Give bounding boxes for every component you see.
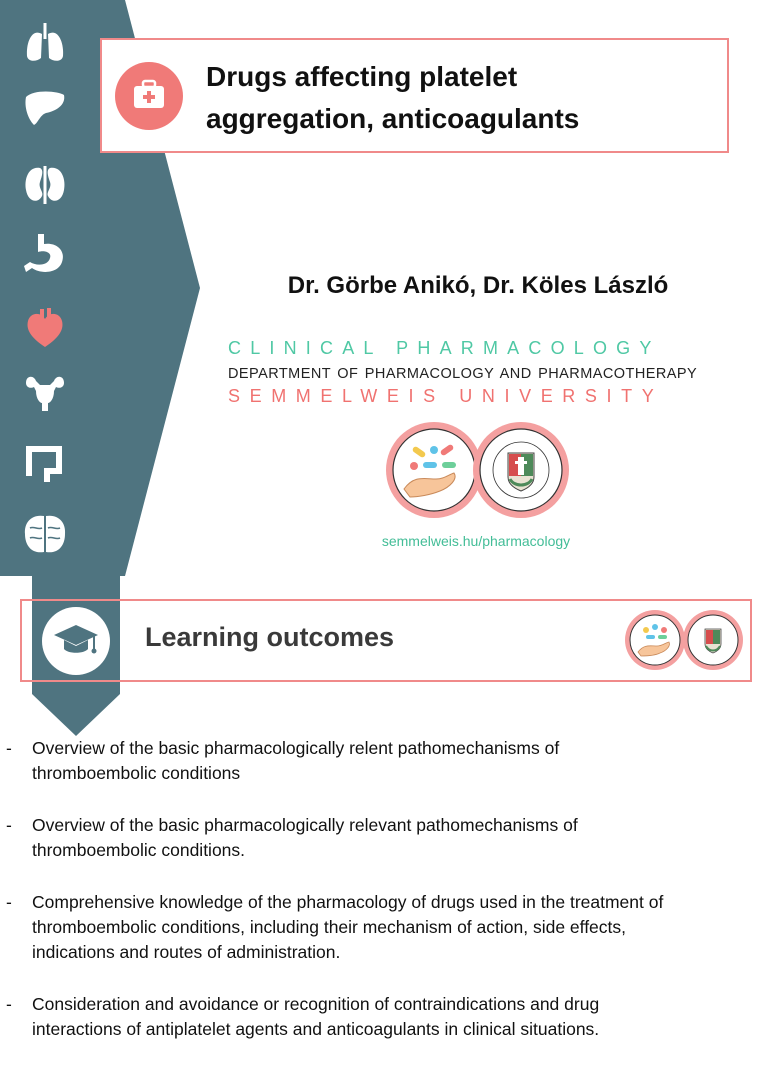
lungs-icon [22, 20, 68, 66]
outcome-2-line-2: thromboembolic conditions. [32, 840, 246, 860]
graduation-cap-icon [42, 607, 110, 675]
list-item [0, 890, 768, 965]
outcome-4-line-2: interactions of antiplatelet agents and anticoagulants in clinical situations. [32, 1019, 600, 1039]
pharmacology-logo [386, 422, 482, 518]
learning-outcomes-list [0, 736, 768, 1069]
bullet-dash: - [6, 815, 12, 835]
list-item [0, 736, 768, 786]
bullet-dash: - [6, 738, 12, 758]
heart-icon [22, 305, 68, 351]
slide-title [206, 56, 706, 140]
department-logos-small [624, 608, 744, 672]
outcome-2-line-1: Overview of the basic pharmacologically relevant pathomechanisms of [32, 815, 578, 835]
outcome-1-line-1: Overview of the basic pharmacologically relent pathomechanisms of [32, 738, 560, 758]
dept-pharmacology-pharmacotherapy: DEPARTMENT OF PHARMACOLOGY AND PHARMACOTHERAPY [228, 366, 698, 382]
learning-outcomes-heading: Learning outcomes [145, 622, 395, 652]
liver-icon [22, 83, 68, 129]
authors: Dr. Görbe Anikó, Dr. Köles László [287, 272, 669, 299]
bullet-dash: - [6, 994, 12, 1014]
kidneys-icon [22, 162, 68, 208]
learning-outcomes-slide [0, 576, 768, 1039]
outcome-3-line-1: Comprehensive knowledge of the pharmacology of drugs used in the treatment of [32, 892, 664, 912]
title-line-1: Drugs affecting platelet [206, 61, 518, 92]
title-line-2: aggregation, anticoagulants [206, 103, 580, 134]
outcome-4-line-1: Consideration and avoidance or recognition of contraindications and drug [32, 994, 600, 1014]
bullet-dash: - [6, 892, 12, 912]
list-item [0, 813, 768, 863]
outcome-3-line-3: indications and routes of administration. [32, 942, 341, 962]
brain-icon [22, 512, 68, 558]
uterus-icon [22, 369, 68, 415]
department-url[interactable]: semmelweis.hu/pharmacology [381, 533, 571, 549]
pharmacology-logo-small [625, 610, 685, 670]
dept-semmelweis-university: SEMMELWEIS UNIVERSITY [228, 386, 664, 406]
intestine-icon [22, 440, 68, 486]
dept-clinical-pharmacology: CLINICAL PHARMACOLOGY [228, 338, 661, 358]
stomach-icon [22, 232, 68, 278]
first-aid-kit-icon [115, 62, 183, 130]
outcome-3-line-2: thromboembolic conditions, including their mechanism of action, side effects, [32, 917, 627, 937]
university-seal-small [683, 610, 743, 670]
list-item [0, 992, 768, 1042]
department-logos [384, 419, 574, 521]
university-seal [473, 422, 569, 518]
outcome-1-line-2: thromboembolic conditions [32, 763, 241, 783]
